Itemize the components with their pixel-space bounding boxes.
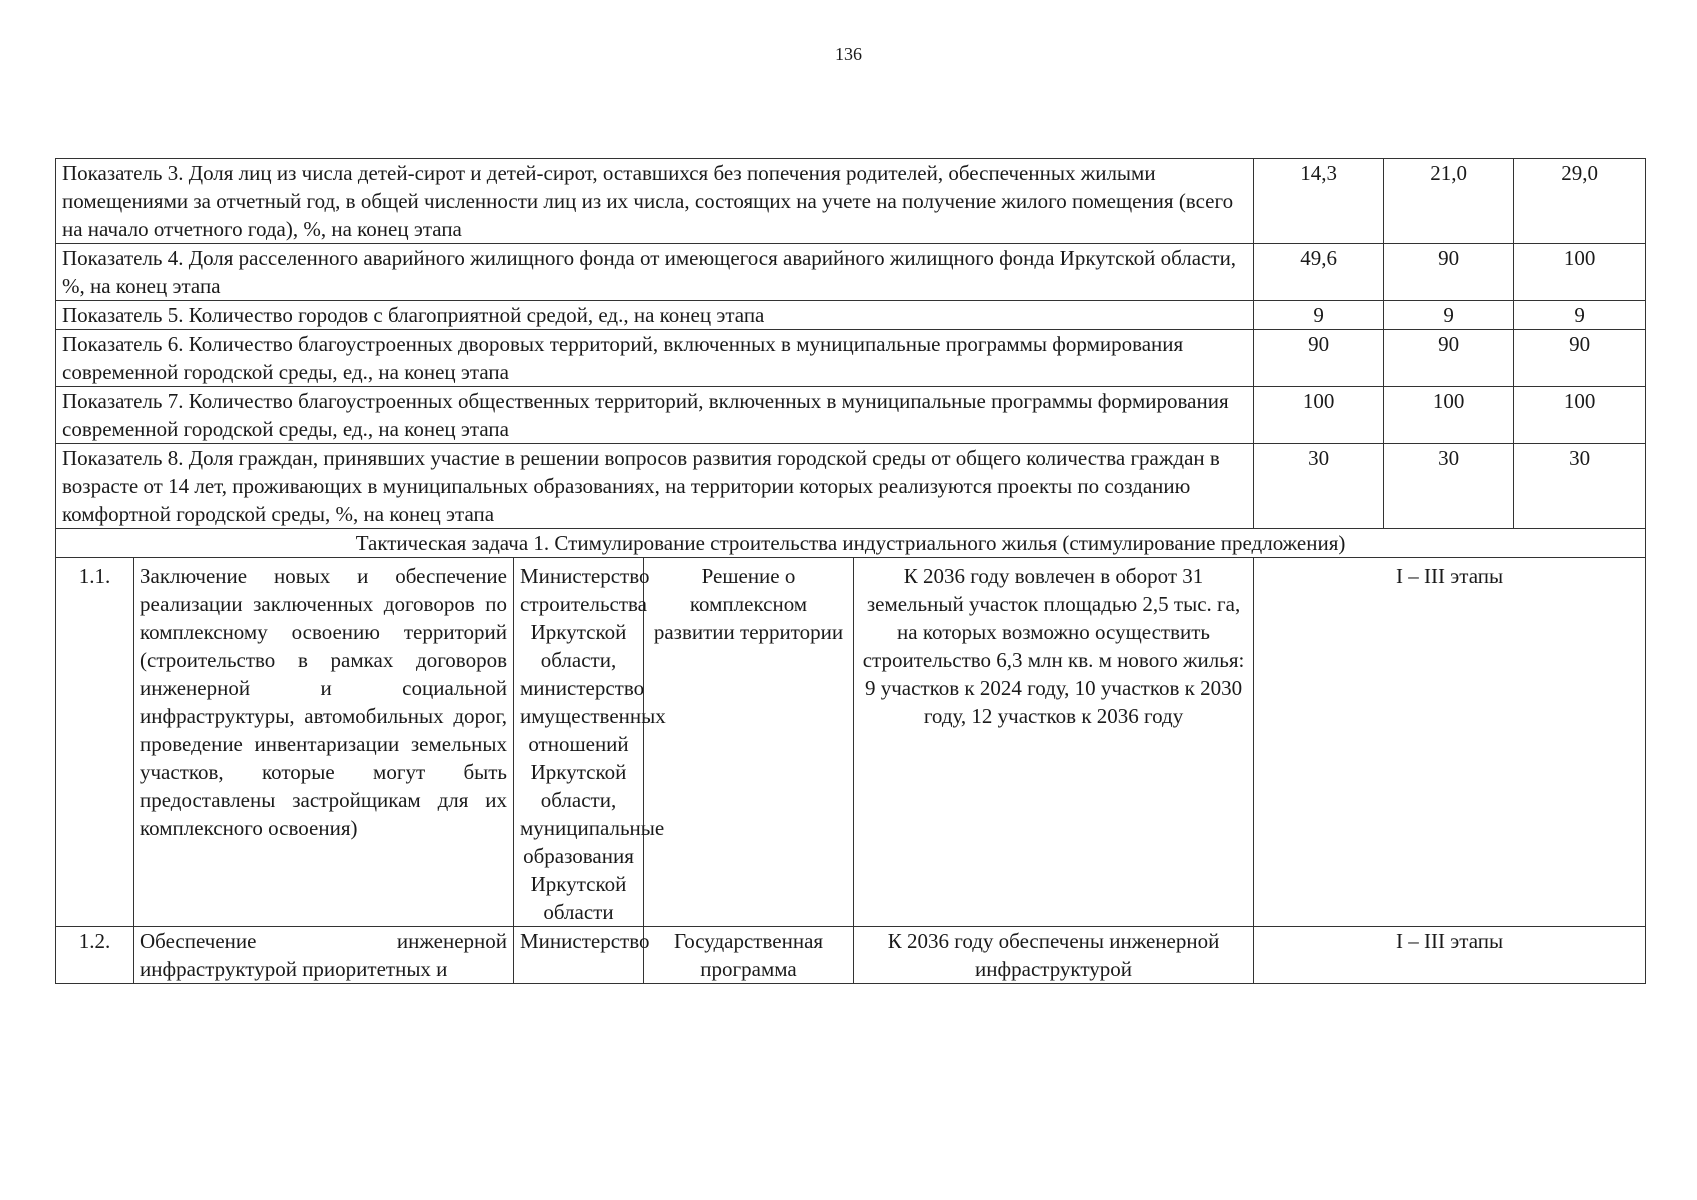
measure-row: [56, 927, 1646, 984]
measure-executor: Министерство: [514, 927, 644, 984]
measure-mechanism: Решение о комплексном развитии территории: [644, 558, 854, 927]
measure-row: [56, 558, 1646, 927]
indicator-row: [56, 444, 1646, 529]
page-number: 136: [835, 44, 862, 64]
indicator-value: 9: [1254, 301, 1384, 330]
indicator-value: 90: [1384, 330, 1514, 387]
task-header: Тактическая задача 1. Стимулирование строительства индустриального жилья (стимулирование предложения): [56, 529, 1646, 558]
indicator-value: 21,0: [1384, 159, 1514, 244]
measure-mechanism: Государственная программа: [644, 927, 854, 984]
indicator-row: [56, 159, 1646, 244]
indicator-text: Показатель 7. Количество благоустроенных общественных территорий, включенных в муниципальные программы формирования современной городской среды, ед., на конец этапа: [56, 387, 1254, 444]
measure-result: К 2036 году вовлечен в оборот 31 земельный участок площадью 2,5 тыс. га, на которых возможно осуществить строительство 6,3 млн кв. м нового жилья: 9 участков к 2024 году, 10 участков к 2030 году, 12 участков к 2036 году: [854, 558, 1254, 927]
indicator-text: Показатель 4. Доля расселенного аварийного жилищного фонда от имеющегося аварийного жилищного фонда Иркутской области, %, на конец этапа: [56, 244, 1254, 301]
task-header-row: [56, 529, 1646, 558]
measure-number: 1.2.: [56, 927, 134, 984]
indicator-value: 9: [1514, 301, 1646, 330]
indicator-value: 90: [1514, 330, 1646, 387]
indicator-value: 30: [1254, 444, 1384, 529]
indicator-value: 29,0: [1514, 159, 1646, 244]
indicator-value: 9: [1384, 301, 1514, 330]
indicator-row: [56, 244, 1646, 301]
indicator-value: 100: [1384, 387, 1514, 444]
indicator-value: 100: [1514, 244, 1646, 301]
indicator-row: [56, 301, 1646, 330]
measure-result: К 2036 году обеспечены инженерной инфраструктурой: [854, 927, 1254, 984]
indicator-value: 90: [1384, 244, 1514, 301]
indicator-row: [56, 387, 1646, 444]
indicator-text: Показатель 5. Количество городов с благоприятной средой, ед., на конец этапа: [56, 301, 1254, 330]
indicator-value: 30: [1384, 444, 1514, 529]
indicator-value: 100: [1514, 387, 1646, 444]
measure-description: Заключение новых и обеспечение реализации заключенных договоров по комплексному освоению территорий (строительство в рамках договоров инженерной и социальной инфраструктуры, автомобильных дорог, проведение инвентаризации земельных участков, которые могут быть предоставлены застройщикам для их комплексного освоения): [134, 558, 514, 927]
indicator-value: 14,3: [1254, 159, 1384, 244]
indicator-text: Показатель 8. Доля граждан, принявших участие в решении вопросов развития городской среды от общего количества граждан в возрасте от 14 лет, проживающих в муниципальных образованиях, на территории которых реализуются проекты по созданию комфортной городской среды, %, на конец этапа: [56, 444, 1254, 529]
measure-executor: Министерство строительства Иркутской области, министерство имущественных отношений Иркутской области, муниципальные образования Иркутской области: [514, 558, 644, 927]
measure-description: Обеспечение инженерной инфраструктурой приоритетных и: [134, 927, 514, 984]
indicator-value: 90: [1254, 330, 1384, 387]
measure-number: 1.1.: [56, 558, 134, 927]
indicator-value: 100: [1254, 387, 1384, 444]
indicator-row: [56, 330, 1646, 387]
strategy-table: [55, 158, 1646, 984]
measure-stages: I – III этапы: [1254, 558, 1646, 927]
indicator-text: Показатель 3. Доля лиц из числа детей-сирот и детей-сирот, оставшихся без попечения родителей, обеспеченных жилыми помещениями за отчетный год, в общей численности лиц из их числа, состоящих на учете на получение жилого помещения (всего на начало отчетного года), %, на конец этапа: [56, 159, 1254, 244]
measure-stages: I – III этапы: [1254, 927, 1646, 984]
indicator-value: 30: [1514, 444, 1646, 529]
indicator-text: Показатель 6. Количество благоустроенных дворовых территорий, включенных в муниципальные программы формирования современной городской среды, ед., на конец этапа: [56, 330, 1254, 387]
indicator-value: 49,6: [1254, 244, 1384, 301]
